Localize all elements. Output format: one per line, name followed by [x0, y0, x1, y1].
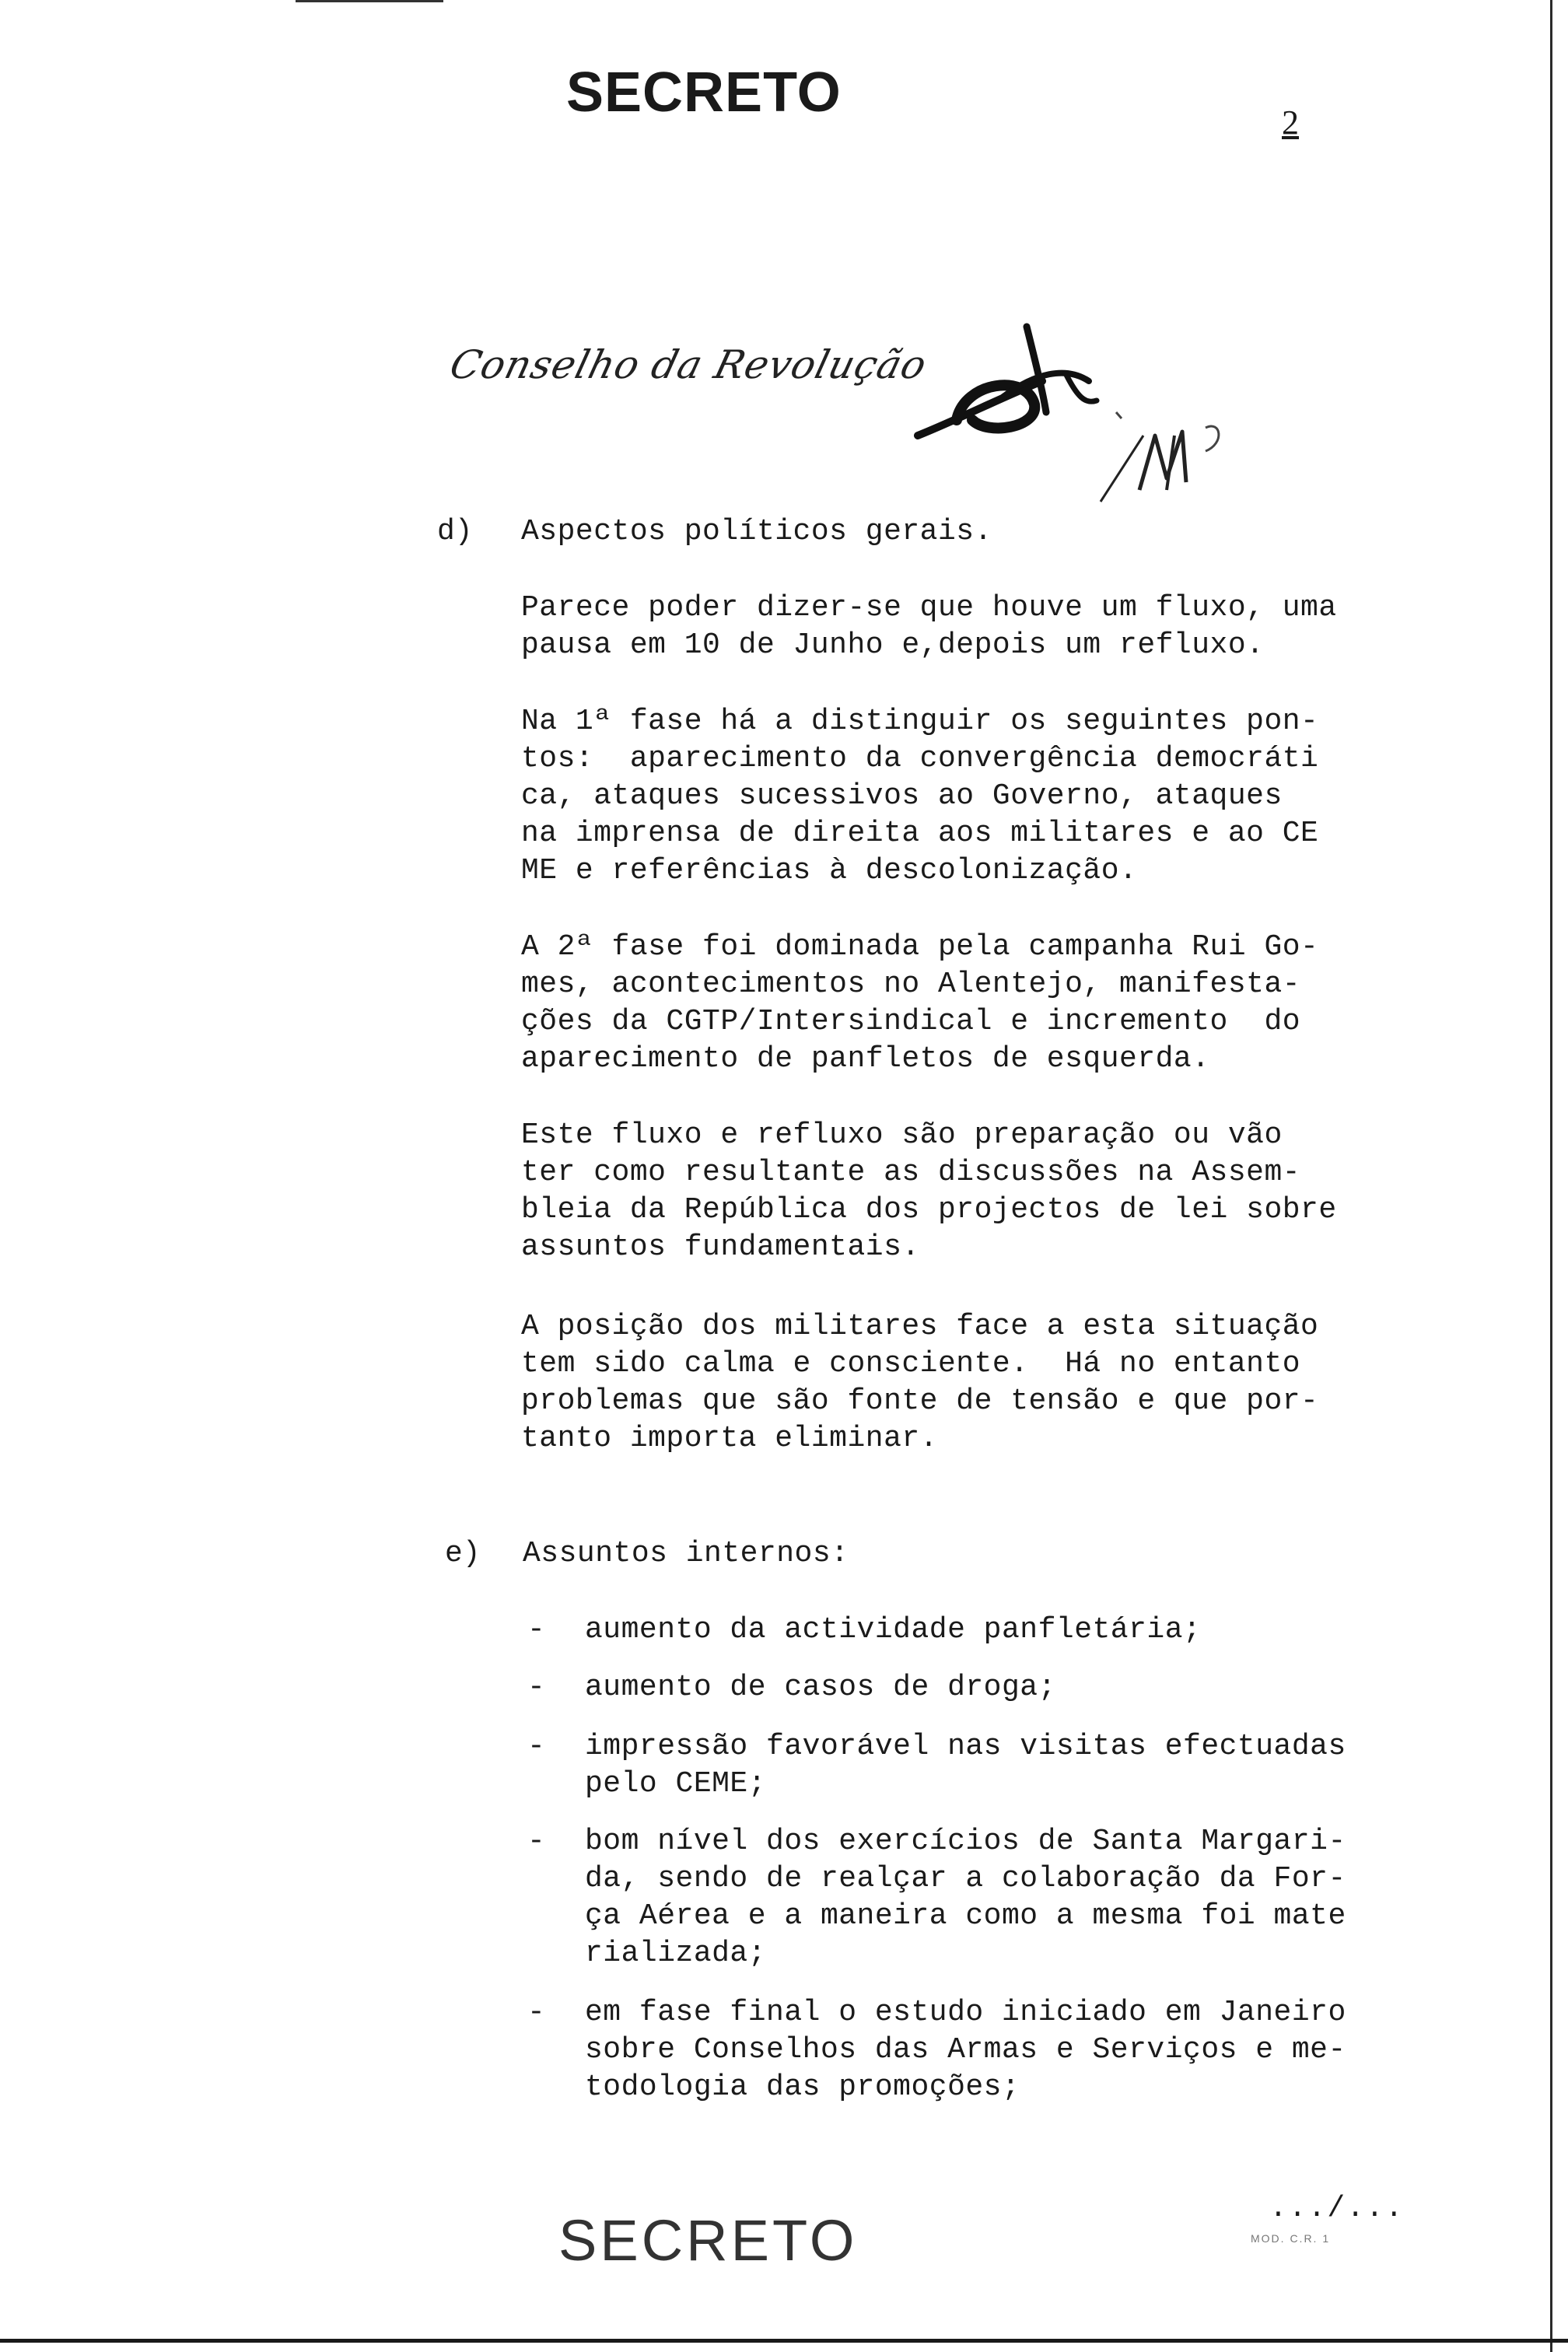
- section-d-paragraph-4-line-2: ter como resultante as discussões na Assem-: [521, 1156, 1301, 1189]
- bullet-5-line-3: todologia das promoções;: [585, 2070, 1020, 2104]
- bullet-5-line-1: em fase final o estudo iniciado em Janeiro: [585, 1996, 1346, 2029]
- section-d-marker: d): [437, 515, 473, 548]
- form-reference: MOD. C.R. 1: [1251, 2232, 1331, 2245]
- section-d-paragraph-5-line-3: problemas que são fonte de tensão e que por-: [521, 1384, 1319, 1418]
- bullet-3-line-1: impressão favorável nas visitas efectuadas: [585, 1730, 1346, 1763]
- bullet-marker: -: [527, 1730, 545, 1763]
- page-edge-bottom: [0, 2339, 1568, 2343]
- section-d-paragraph-3-line-2: mes, acontecimentos no Alentejo, manifesta-: [521, 968, 1301, 1001]
- section-d-paragraph-5-line-4: tanto importa eliminar.: [521, 1422, 938, 1455]
- section-d-paragraph-5-line-2: tem sido calma e consciente. Há no entanto: [521, 1347, 1301, 1381]
- bullet-3-line-2: pelo CEME;: [585, 1767, 767, 1801]
- bullet-4-line-3: ça Aérea e a maneira como a mesma foi mate: [585, 1899, 1346, 1933]
- section-d-paragraph-2-line-4: na imprensa de direita aos militares e ao CE: [521, 817, 1319, 850]
- bullet-2-line-1: aumento de casos de droga;: [585, 1671, 1056, 1704]
- handwritten-initials: [1097, 404, 1244, 506]
- classification-header: SECRETO: [566, 61, 842, 124]
- section-e-marker: e): [445, 1537, 481, 1570]
- section-d-heading: Aspectos políticos gerais.: [521, 515, 992, 548]
- handwritten-signature: [910, 311, 1112, 451]
- bullet-5-line-2: sobre Conselhos das Armas e Serviços e me-: [585, 2033, 1346, 2067]
- section-d-paragraph-3-line-4: aparecimento de panfletos de esquerda.: [521, 1042, 1210, 1076]
- bullet-marker: -: [527, 1613, 545, 1647]
- bullet-4-line-1: bom nível dos exercícios de Santa Margari-: [585, 1825, 1346, 1858]
- section-d-paragraph-3-line-3: ções da CGTP/Intersindical e incremento do: [521, 1005, 1301, 1038]
- section-d-paragraph-2-line-5: ME e referências à descolonização.: [521, 854, 1138, 887]
- section-d-paragraph-4-line-1: Este fluxo e refluxo são preparação ou vão: [521, 1118, 1283, 1152]
- section-d-paragraph-4-line-3: bleia da República dos projectos de lei sobre: [521, 1193, 1337, 1227]
- bullet-marker: -: [527, 1825, 545, 1858]
- bullet-4-line-2: da, sendo de realçar a colaboração da For-: [585, 1862, 1346, 1895]
- section-d-paragraph-2-line-3: ca, ataques sucessivos ao Governo, ataques: [521, 779, 1283, 813]
- bullet-1-line-1: aumento da actividade panfletária;: [585, 1613, 1202, 1647]
- section-d-paragraph-4-line-4: assuntos fundamentais.: [521, 1230, 920, 1264]
- section-d-paragraph-2-line-2: tos: aparecimento da convergência democráti: [521, 742, 1319, 775]
- page-edge-right: [1550, 0, 1552, 2352]
- page-number: 2: [1282, 103, 1299, 142]
- section-d-paragraph-3-line-1: A 2ª fase foi dominada pela campanha Rui Go-: [521, 930, 1319, 964]
- continuation-mark: .../...: [1269, 2192, 1405, 2225]
- section-d-paragraph-5-line-1: A posição dos militares face a esta situação: [521, 1310, 1319, 1343]
- bullet-4-line-4: rializada;: [585, 1937, 767, 1970]
- section-d-paragraph-1-line-2: pausa em 10 de Junho e,depois um refluxo.: [521, 628, 1265, 662]
- classification-footer: SECRETO: [558, 2208, 858, 2273]
- section-e-heading: Assuntos internos:: [523, 1537, 849, 1570]
- section-d-paragraph-2-line-1: Na 1ª fase há a distinguir os seguintes pon-: [521, 705, 1319, 738]
- letterhead: Conselho da Revolução: [445, 342, 932, 387]
- page-edge-top: [296, 0, 443, 2]
- section-d-paragraph-1-line-1: Parece poder dizer-se que houve um fluxo, uma: [521, 591, 1337, 625]
- bullet-marker: -: [527, 1996, 545, 2029]
- bullet-marker: -: [527, 1671, 545, 1704]
